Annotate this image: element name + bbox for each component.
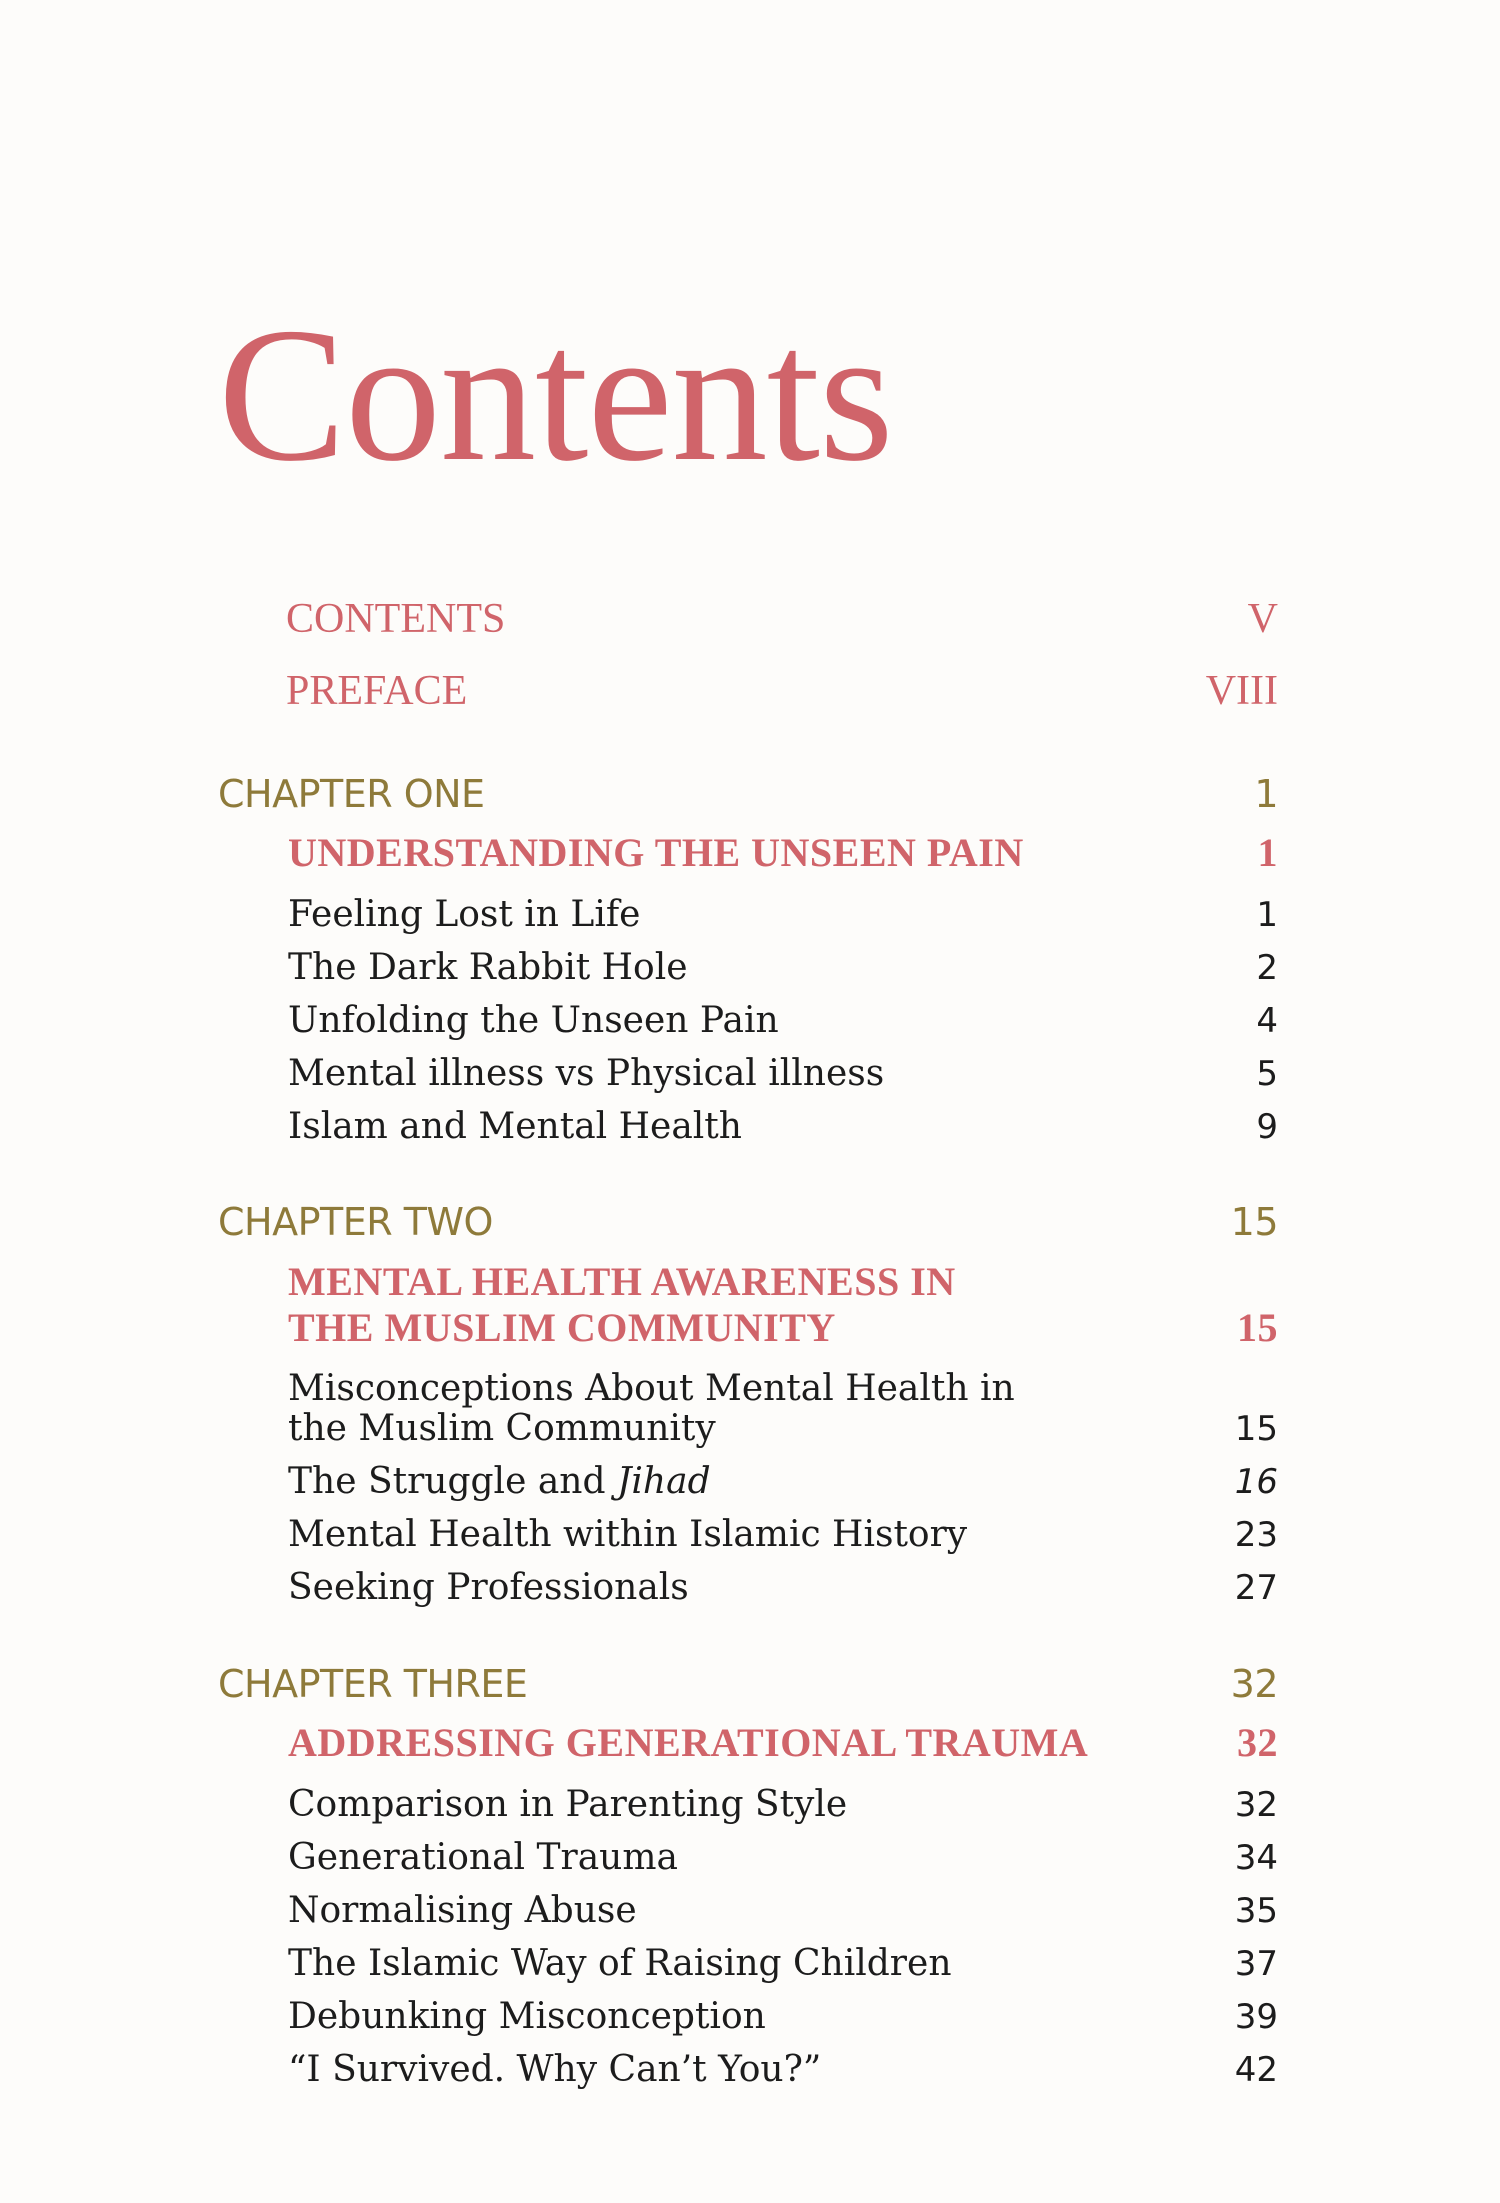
- entry-page: 15: [1234, 1409, 1278, 1449]
- entry-page: 5: [1256, 1054, 1278, 1094]
- chapter-label: CHAPTER THREE: [218, 1662, 528, 1706]
- entry-page: 9: [1256, 1107, 1278, 1147]
- section-label: ADDRESSING GENERATIONAL TRAUMA: [288, 1720, 1089, 1765]
- entry-page: 32: [1234, 1785, 1278, 1825]
- entry-label: Generational Trauma: [288, 1837, 678, 1878]
- chapter-page: 32: [1230, 1662, 1278, 1706]
- entry-label: Unfolding the Unseen Pain: [288, 1000, 779, 1041]
- entry-label: Seeking Professionals: [288, 1567, 689, 1608]
- entry-page: VIII: [1205, 668, 1278, 714]
- section-label: UNDERSTANDING THE UNSEEN PAIN: [288, 830, 1024, 875]
- entry-page: 23: [1234, 1515, 1278, 1555]
- entry-page: 16: [1234, 1462, 1278, 1502]
- entry-label: CONTENTS: [286, 596, 506, 642]
- entry-label: Debunking Misconception: [288, 1996, 766, 2037]
- entry-label: the Muslim Community: [288, 1408, 716, 1449]
- entry-label: Comparison in Parenting Style: [288, 1784, 848, 1825]
- entry-label-italic: Jihad: [616, 1461, 711, 1502]
- entry-label: Mental Health within Islamic History: [288, 1514, 968, 1555]
- section-label: THE MUSLIM COMMUNITY: [288, 1305, 836, 1350]
- entry-label: PREFACE: [286, 668, 468, 714]
- entry-label: “I Survived. Why Can’t You?”: [288, 2049, 822, 2090]
- page-title: Contents: [218, 288, 893, 501]
- entry-label: [288, 1461, 711, 1503]
- entry-page: 34: [1234, 1838, 1278, 1878]
- entry-page: V: [1247, 596, 1278, 642]
- entry-page: 1: [1256, 895, 1278, 935]
- chapter-page: 15: [1230, 1200, 1278, 1244]
- entry-label: Misconceptions About Mental Health in: [288, 1368, 1015, 1409]
- entry-label: The Islamic Way of Raising Children: [288, 1943, 952, 1984]
- chapter-page: 1: [1254, 772, 1278, 816]
- entry-label: Mental illness vs Physical illness: [288, 1053, 885, 1094]
- chapter-label: CHAPTER ONE: [218, 772, 485, 816]
- entry-page: 27: [1234, 1568, 1278, 1608]
- entry-label-text: The Struggle and: [288, 1461, 617, 1502]
- section-page: 15: [1237, 1305, 1278, 1350]
- section-page: 32: [1237, 1720, 1278, 1765]
- entry-label: Normalising Abuse: [288, 1890, 637, 1931]
- chapter-label: CHAPTER TWO: [218, 1200, 493, 1244]
- entry-page: 37: [1234, 1944, 1278, 1984]
- entry-page: 2: [1256, 948, 1278, 988]
- entry-label: The Dark Rabbit Hole: [288, 947, 688, 988]
- entry-label: Islam and Mental Health: [288, 1106, 742, 1147]
- section-page: 1: [1257, 830, 1278, 875]
- entry-page: 35: [1234, 1891, 1278, 1931]
- section-label: MENTAL HEALTH AWARENESS IN: [288, 1259, 956, 1304]
- entry-label: Feeling Lost in Life: [288, 894, 641, 935]
- entry-page: 42: [1234, 2050, 1278, 2090]
- entry-page: 4: [1256, 1001, 1278, 1041]
- entry-page: 39: [1234, 1997, 1278, 2037]
